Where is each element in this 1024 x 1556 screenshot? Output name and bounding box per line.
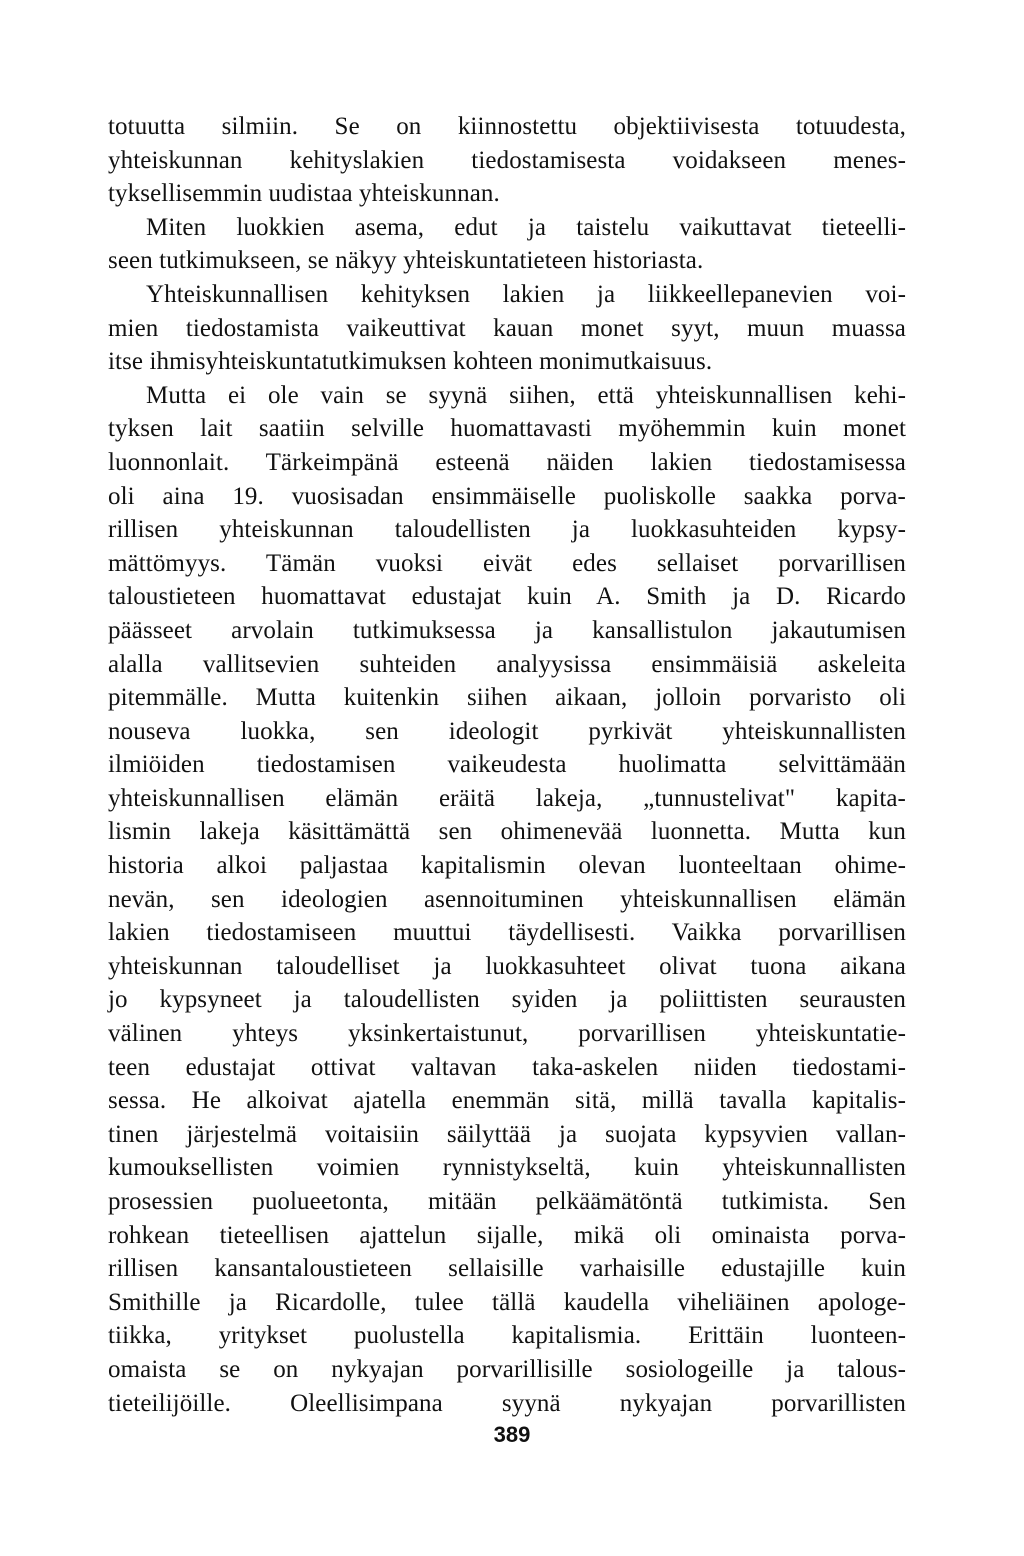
text-line: jo kypsyneet ja taloudellisten syiden ja poliittisten seurausten — [108, 986, 906, 1014]
text-line: prosessien puolueetonta, mitään pelkäämätöntä tutkimista. Sen — [108, 1188, 906, 1215]
text-line: teen edustajat ottivat valtavan taka-askelen niiden tiedostami- — [108, 1053, 906, 1081]
page-number: 389 — [493, 1422, 531, 1447]
text-line: totuutta silmiin. Se on kiinnostettu objektiivisesta totuudesta, — [108, 113, 906, 140]
text-line: oli aina 19. vuosisadan ensimmäiselle puoliskolle saakka porva- — [108, 482, 906, 510]
text-line: lakien tiedostamiseen muuttui täydellisesti. Vaikka porvarillisen — [108, 919, 906, 947]
text-line: mien tiedostamista vaikeuttivat kauan monet syyt, muun muassa — [108, 314, 906, 342]
text-line: ilmiöiden tiedostamisen vaikeudesta huolimatta selvittämään — [108, 751, 906, 779]
text-line: tiikka, yritykset puolustella kapitalismia. Erittäin luonteen- — [108, 1322, 906, 1350]
text-line: taloustieteen huomattavat edustajat kuin A. Smith ja D. Ricardo — [108, 583, 906, 611]
text-line: välinen yhteys yksinkertaistunut, porvarillisen yhteiskuntatie- — [108, 1020, 906, 1048]
text-line: alalla vallitsevien suhteiden analyysissa ensimmäisiä askeleita — [108, 650, 906, 678]
text-line: kumouksellisten voimien rynnistykseltä, kuin yhteiskunnallisten — [108, 1154, 906, 1182]
text-line: lismin lakeja käsittämättä sen ohimenevää luonnetta. Mutta kun — [108, 818, 906, 846]
text-line: Mutta ei ole vain se syynä siihen, että yhteiskunnallisen kehi- — [146, 381, 906, 409]
text-line: rillisen kansantaloustieteen sellaisille varhaisille edustajille kuin — [108, 1255, 906, 1283]
text-line: nouseva luokka, sen ideologit pyrkivät yhteiskunnallisten — [108, 717, 906, 745]
text-line: tieteilijöille. Oleellisimpana syynä nykyajan porvarillisten — [108, 1389, 906, 1417]
text-line: rohkean tieteellisen ajattelun sijalle, mikä oli ominaista porva- — [108, 1221, 906, 1249]
text-line: Smithille ja Ricardolle, tulee tällä kaudella viheliäinen apologe- — [108, 1288, 906, 1316]
text-line: luonnonlait. Tärkeimpänä esteenä näiden lakien tiedostamisessa — [108, 448, 906, 476]
text-line: seen tutkimukseen, se näkyy yhteiskuntatieteen historiasta. — [108, 247, 704, 275]
text-line: historia alkoi paljastaa kapitalismin olevan luonteeltaan ohime- — [108, 852, 906, 880]
text-line: nevän, sen ideologien asennoituminen yhteiskunnallisen elämän — [108, 885, 906, 913]
body-text — [108, 110, 906, 1420]
text-line: mättömyys. Tämän vuoksi eivät edes sellaiset porvarillisen — [108, 549, 906, 577]
text-line: omaista se on nykyajan porvarillisille sosiologeille ja talous- — [108, 1355, 906, 1383]
text-line: pitemmälle. Mutta kuitenkin siihen aikaan, jolloin porvaristo oli — [108, 684, 906, 712]
text-line: itse ihmisyhteiskuntatutkimuksen kohteen monimutkaisuus. — [108, 348, 713, 376]
text-line: yhteiskunnan taloudelliset ja luokkasuhteet olivat tuona aikana — [108, 952, 906, 980]
text-line: tyksellisemmin uudistaa yhteiskunnan. — [108, 180, 500, 208]
text-line: yhteiskunnan kehityslakien tiedostamisesta voidakseen menes- — [108, 146, 906, 174]
text-line: päässeet arvolain tutkimuksessa ja kansallistulon jakautumisen — [108, 616, 906, 644]
text-line: Yhteiskunnallisen kehityksen lakien ja liikkeellepanevien voi- — [146, 280, 906, 308]
text-line: tyksen lait saatiin selville huomattavasti myöhemmin kuin monet — [108, 415, 906, 443]
text-line: rillisen yhteiskunnan taloudellisten ja luokkasuhteiden kypsy- — [108, 516, 906, 544]
text-line: tinen järjestelmä voitaisiin säilyttää ja suojata kypsyvien vallan- — [108, 1120, 906, 1148]
text-line: Miten luokkien asema, edut ja taistelu vaikuttavat tieteelli- — [146, 213, 906, 241]
text-line: yhteiskunnallisen elämän eräitä lakeja, „tunnustelivat" kapita- — [108, 784, 906, 812]
text-line: sessa. He alkoivat ajatella enemmän sitä, millä tavalla kapitalis- — [108, 1087, 906, 1115]
